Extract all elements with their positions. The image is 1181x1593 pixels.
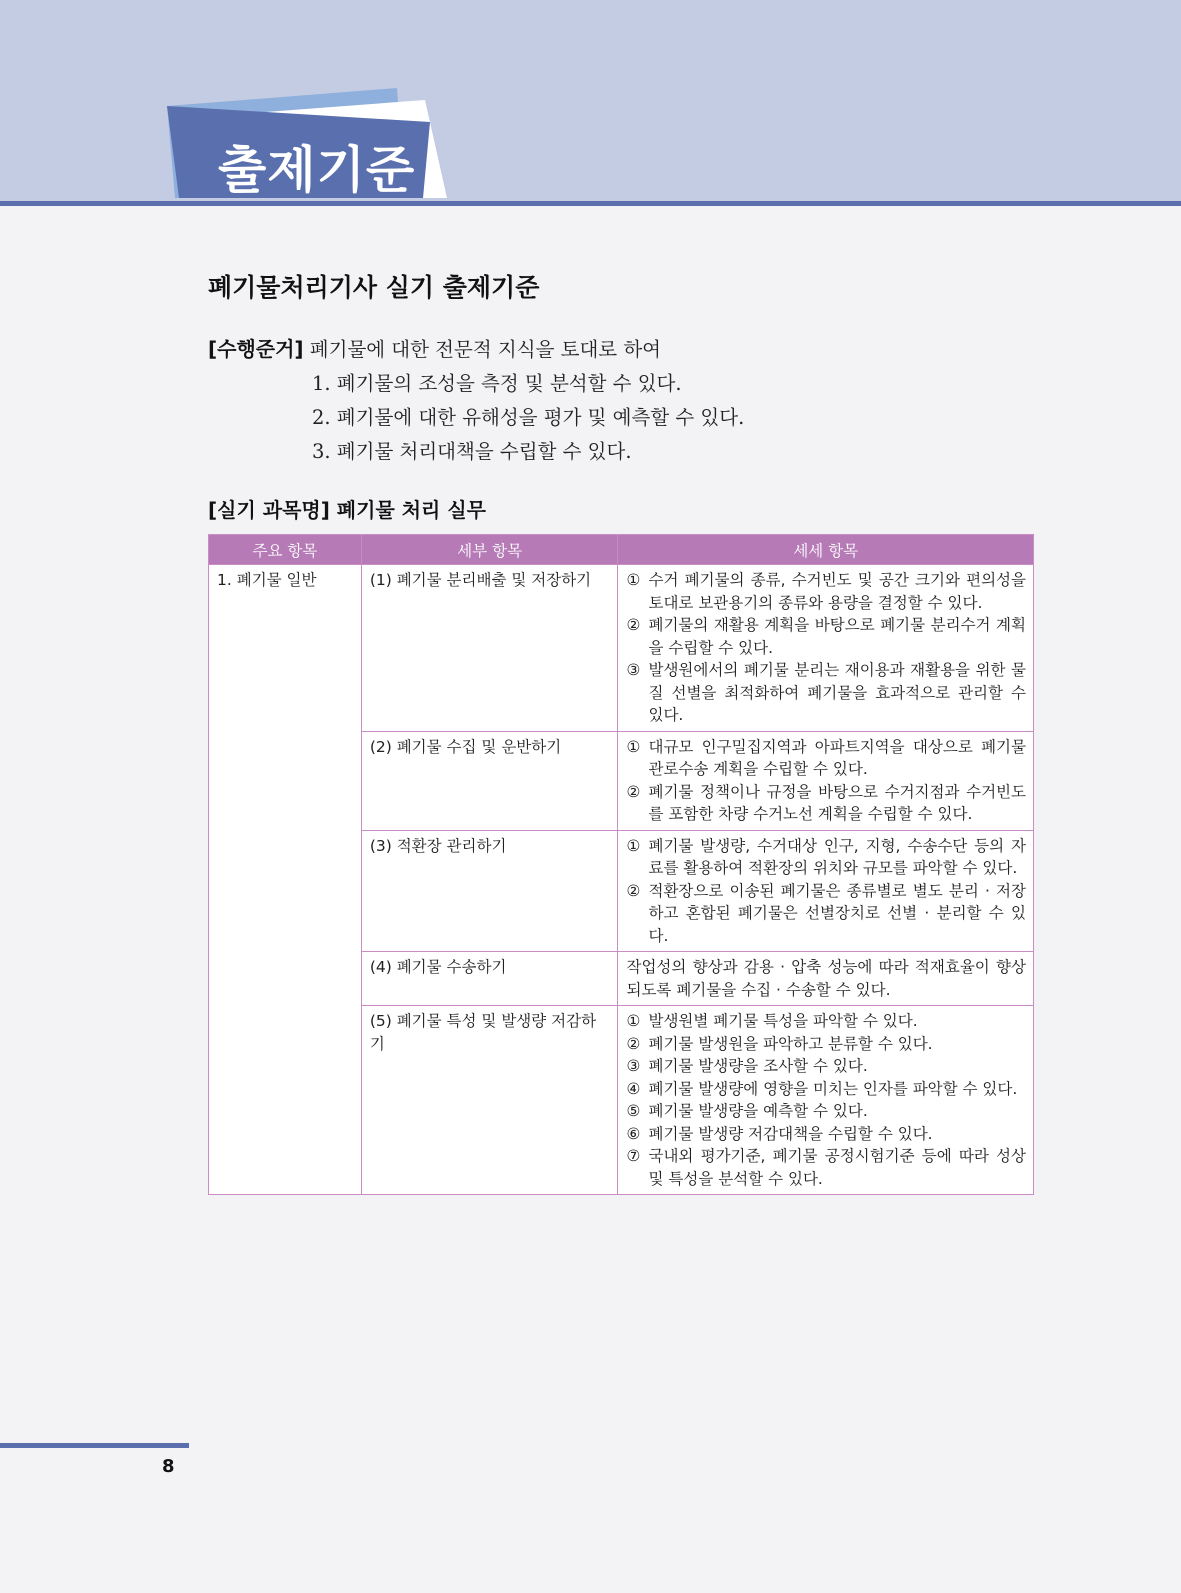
table-row bbox=[209, 731, 1034, 830]
detail-item: ⑥ 폐기물 발생량 저감대책을 수립할 수 있다. bbox=[626, 1124, 933, 1143]
column-header-main: 주요 항목 bbox=[209, 535, 362, 565]
detail-item: ② 폐기물의 재활용 계획을 바탕으로 폐기물 분리수거 계획을 수립할 수 있다. bbox=[626, 616, 1026, 657]
detail-cell bbox=[618, 731, 1034, 830]
performance-item: 2. 폐기물에 대한 유해성을 평가 및 예측할 수 있다. bbox=[312, 406, 745, 429]
detail-item: ① 폐기물 발생량, 수거대상 인구, 지형, 수송수단 등의 자료를 활용하여 적환장의 위치와 규모를 파악할 수 있다. bbox=[626, 836, 1026, 877]
main-item-cell bbox=[209, 952, 362, 1006]
table-row bbox=[209, 830, 1034, 952]
sub-item-cell: (3) 적환장 관리하기 bbox=[361, 830, 618, 952]
sub-item-cell: (5) 폐기물 특성 및 발생량 저감하기 bbox=[361, 1006, 618, 1195]
page-number: 8 bbox=[162, 1456, 175, 1477]
detail-cell bbox=[618, 952, 1034, 1006]
table-header-row bbox=[209, 535, 1034, 565]
detail-item: ③ 폐기물 발생량을 조사할 수 있다. bbox=[626, 1057, 868, 1075]
detail-item: ② 폐기물 정책이나 규정을 바탕으로 수거지점과 수거빈도를 포함한 차량 수거노선 계획을 수립할 수 있다. bbox=[626, 782, 1026, 823]
detail-item: ⑤ 폐기물 발생량을 예측할 수 있다. bbox=[626, 1102, 868, 1120]
detail-item: ⑦ 국내외 평가기준, 폐기물 공정시험기준 등에 따라 성상 및 특성을 분석할 수 있다. bbox=[626, 1147, 1026, 1188]
detail-item: ④ 폐기물 발생량에 영향을 미치는 인자를 파악할 수 있다. bbox=[626, 1079, 1018, 1098]
detail-text: 작업성의 향상과 감용 · 압축 성능에 따라 적재효율이 향상되도록 폐기물을 수집 · 수송할 수 있다. bbox=[626, 958, 1026, 999]
detail-cell bbox=[618, 1006, 1034, 1195]
performance-item: 3. 폐기물 처리대책을 수립할 수 있다. bbox=[312, 440, 632, 463]
detail-item: ② 적환장으로 이송된 폐기물은 종류별로 별도 분리 · 저장하고 혼합된 폐기물은 선별장치로 선별 · 분리할 수 있다. bbox=[626, 881, 1026, 945]
header-rule bbox=[0, 201, 1181, 206]
table-row bbox=[209, 565, 1034, 732]
section-title: 출제기준 bbox=[218, 141, 416, 199]
detail-cell bbox=[618, 565, 1034, 732]
document-title: 폐기물처리기사 실기 출제기준 bbox=[208, 273, 540, 302]
detail-item: ② 폐기물 발생원을 파악하고 분류할 수 있다. bbox=[626, 1034, 933, 1053]
main-item-cell bbox=[209, 830, 362, 952]
criteria-table bbox=[208, 534, 1034, 1195]
performance-item: 1. 폐기물의 조성을 측정 및 분석할 수 있다. bbox=[312, 372, 682, 395]
main-item-cell: 1. 폐기물 일반 bbox=[209, 565, 362, 732]
sub-item-cell: (2) 폐기물 수집 및 운반하기 bbox=[361, 731, 618, 830]
footer-rule bbox=[0, 1443, 189, 1448]
table-row bbox=[209, 1006, 1034, 1195]
column-header-detail: 세세 항목 bbox=[618, 535, 1034, 565]
detail-item: ① 대규모 인구밀집지역과 아파트지역을 대상으로 폐기물 관로수송 계획을 수립할 수 있다. bbox=[626, 737, 1026, 778]
main-item-cell bbox=[209, 1006, 362, 1195]
performance-intro: 폐기물에 대한 전문적 지식을 토대로 하여 bbox=[309, 338, 661, 361]
main-item-cell bbox=[209, 731, 362, 830]
detail-cell bbox=[618, 830, 1034, 952]
performance-label: [수행준거] bbox=[208, 337, 304, 361]
sub-item-cell: (4) 폐기물 수송하기 bbox=[361, 952, 618, 1006]
column-header-sub: 세부 항목 bbox=[361, 535, 618, 565]
detail-item: ① 수거 폐기물의 종류, 수거빈도 및 공간 크기와 편의성을 토대로 보관용기의 종류와 용량을 결정할 수 있다. bbox=[626, 571, 1026, 612]
table-row bbox=[209, 952, 1034, 1006]
detail-item: ③ 발생원에서의 폐기물 분리는 재이용과 재활용을 위한 물질 선별을 최적화하여 폐기물을 효과적으로 관리할 수 있다. bbox=[626, 661, 1026, 724]
sub-item-cell: (1) 폐기물 분리배출 및 저장하기 bbox=[361, 565, 618, 732]
subject-title: [실기 과목명] 폐기물 처리 실무 bbox=[208, 498, 486, 522]
detail-item: ① 발생원별 폐기물 특성을 파악할 수 있다. bbox=[626, 1012, 918, 1030]
performance-criteria bbox=[208, 333, 661, 362]
